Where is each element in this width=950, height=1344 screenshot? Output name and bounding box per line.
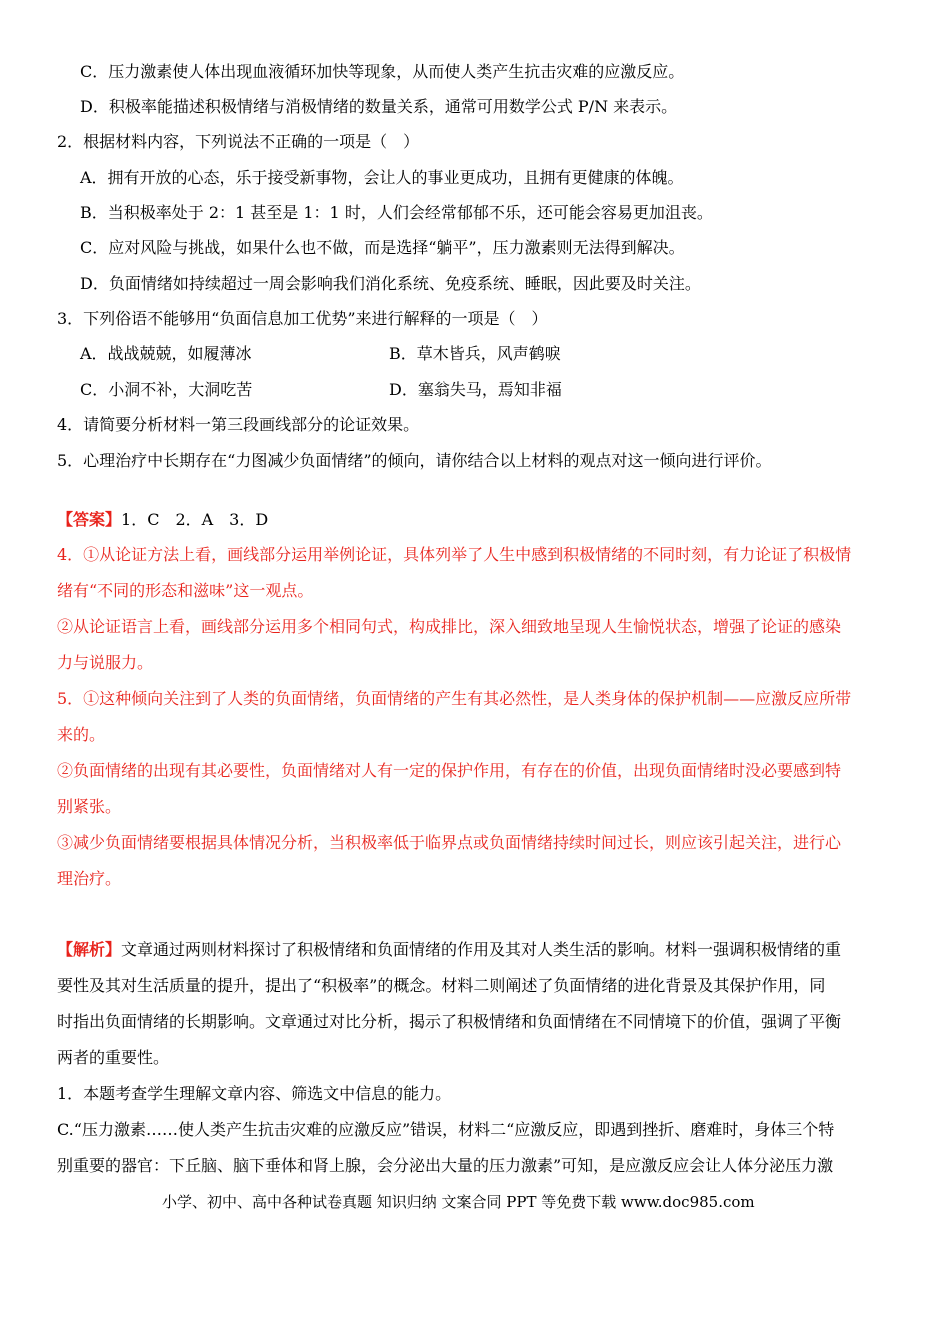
- q3-option-b: B．草木皆兵，风声鹤唳: [389, 344, 561, 363]
- answer-4-line-1: 4．①从论证方法上看，画线部分运用举例论证，具体列举了人生中感到积极情绪的不同时刻，有力论证了积极情: [57, 545, 852, 564]
- analysis-line-1: [57, 940, 841, 960]
- analysis-text-1: 文章通过两则材料探讨了积极情绪和负面情绪的作用及其对人类生活的影响。材料一强调积极情绪的重: [121, 940, 842, 959]
- answer-5-line-6: 理治疗。: [57, 869, 122, 888]
- page-footer: 小学、初中、高中各种试卷真题 知识归纳 文案合同 PPT 等免费下载 www.doc985.com: [162, 1193, 755, 1211]
- analysis-point-2-line-2: 别重要的器官：下丘脑、脑下垂体和肾上腺，会分泌出大量的压力激素”可知，是应激反应会让人体分泌压力激: [57, 1156, 834, 1175]
- q1-option-c: C．压力激素使人体出现血液循环加快等现象，从而使人类产生抗击灾难的应激反应。: [80, 62, 685, 81]
- answer-4-line-4: 力与说服力。: [57, 653, 154, 672]
- answer-choices: 1．C 2．A 3．D: [121, 510, 269, 529]
- q3-option-c: C．小洞不补，大洞吃苦: [80, 380, 253, 399]
- q2-option-a: A．拥有开放的心态，乐于接受新事物，会让人的事业更成功，且拥有更健康的体魄。: [80, 168, 684, 187]
- analysis-line-2: 要性及其对生活质量的提升，提出了“积极率”的概念。材料二则阐述了负面情绪的进化背景及其保护作用，同: [57, 976, 826, 995]
- q1-option-d: D．积极率能描述积极情绪与消极情绪的数量关系，通常可用数学公式 P/N 来表示。: [80, 97, 678, 116]
- analysis-line-4: 两者的重要性。: [57, 1048, 170, 1067]
- answer-tag: 【答案】: [57, 510, 122, 529]
- answer-4-line-2: 绪有“不同的形态和滋味”这一观点。: [57, 581, 314, 600]
- answer-4-line-3: ②从论证语言上看，画线部分运用多个相同句式，构成排比，深入细致地呈现人生愉悦状态，增强了论证的感染: [57, 617, 842, 636]
- analysis-line-3: 时指出负面情绪的长期影响。文章通过对比分析，揭示了积极情绪和负面情绪在不同情境下的价值，强调了平衡: [57, 1012, 842, 1031]
- answer-5-line-4: 别紧张。: [57, 797, 122, 816]
- analysis-point-2-line-1: C.“压力激素……使人类产生抗击灾难的应激反应”错误，材料二“应激反应，即遇到挫折、磨难时，身体三个特: [57, 1120, 835, 1139]
- analysis-tag: 【解析】: [57, 940, 122, 959]
- q3-stem: 3．下列俗语不能够用“负面信息加工优势”来进行解释的一项是（ ）: [57, 309, 548, 328]
- answer-5-line-3: ②负面情绪的出现有其必要性，负面情绪对人有一定的保护作用，有存在的价值，出现负面情绪时没必要感到特: [57, 761, 842, 780]
- q2-option-b: B．当积极率处于 2：1 甚至是 1：1 时，人们会经常郁郁不乐，还可能会容易更加沮丧。: [80, 203, 713, 222]
- answer-header: [57, 510, 268, 530]
- q2-option-d: D．负面情绪如持续超过一周会影响我们消化系统、免疫系统、睡眠，因此要及时关注。: [80, 274, 701, 293]
- q4-stem: 4．请简要分析材料一第三段画线部分的论证效果。: [57, 415, 420, 434]
- analysis-point-1: 1．本题考查学生理解文章内容、筛选文中信息的能力。: [57, 1084, 452, 1103]
- q3-option-d: D．塞翁失马，焉知非福: [389, 380, 562, 399]
- answer-5-line-1: 5．①这种倾向关注到了人类的负面情绪，负面情绪的产生有其必然性，是人类身体的保护机制——应激反应所带: [57, 689, 852, 708]
- q3-option-a: A．战战兢兢，如履薄冰: [80, 344, 252, 363]
- q2-stem: 2．根据材料内容，下列说法不正确的一项是（ ）: [57, 132, 420, 151]
- answer-5-line-2: 来的。: [57, 725, 106, 744]
- q5-stem: 5．心理治疗中长期存在“力图减少负面情绪”的倾向，请你结合以上材料的观点对这一倾向进行评价。: [57, 451, 772, 470]
- q2-option-c: C．应对风险与挑战，如果什么也不做，而是选择“躺平”，压力激素则无法得到解决。: [80, 238, 685, 257]
- answer-5-line-5: ③减少负面情绪要根据具体情况分析，当积极率低于临界点或负面情绪持续时间过长，则应该引起关注，进行心: [57, 833, 842, 852]
